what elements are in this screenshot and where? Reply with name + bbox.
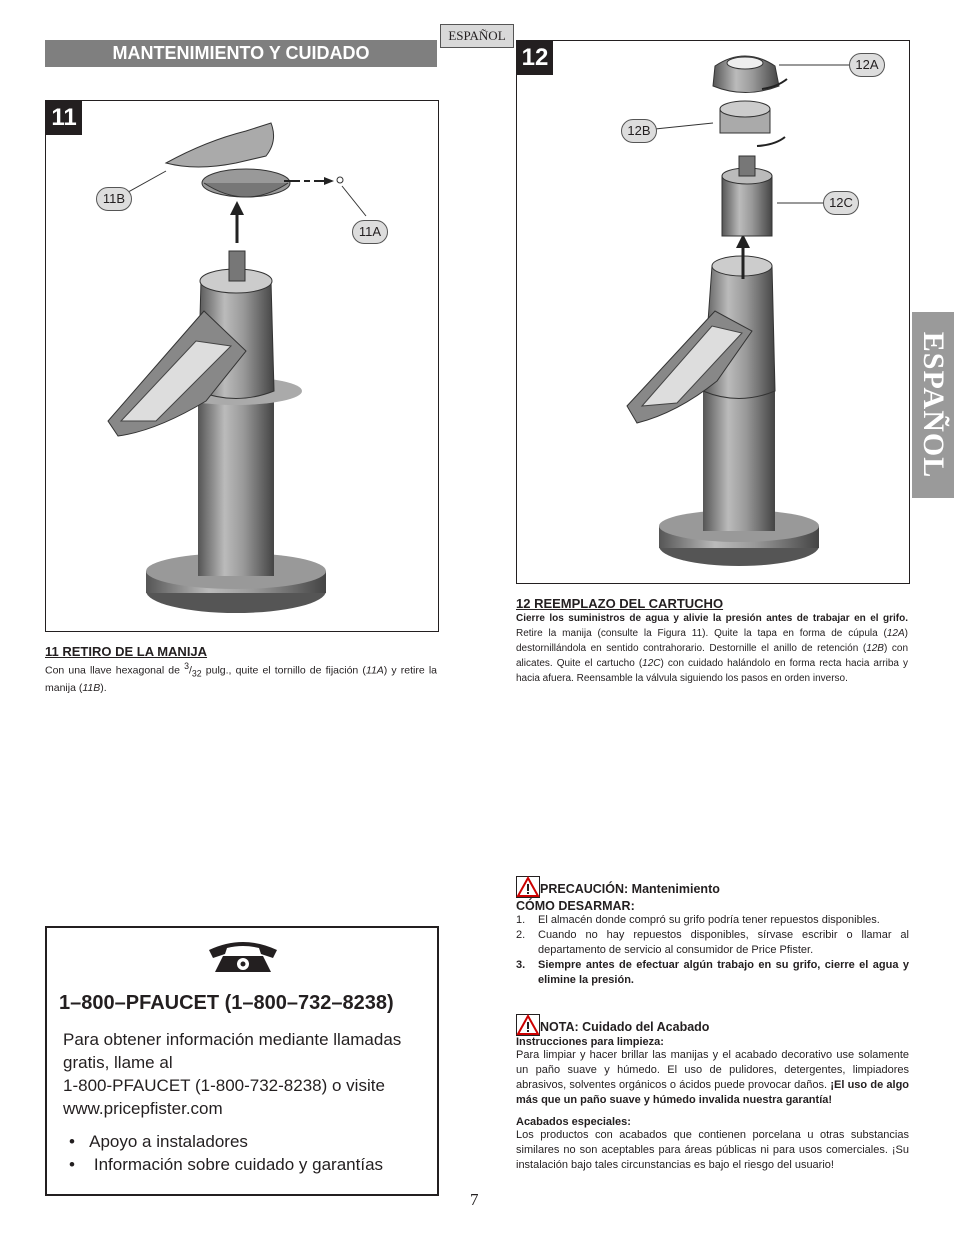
- figure-12-caption: [516, 596, 908, 686]
- figure-12: [516, 40, 910, 584]
- caution-title: PRECAUCIÓN: Mantenimiento: [540, 882, 720, 896]
- phone-info-box: [45, 926, 439, 1196]
- list-item: 3. Siempre antes de efectuar algún trabajo en su grifo, cierre el agua y elimine la presión.: [516, 959, 909, 986]
- note-title: NOTA: Cuidado del Acabado: [540, 1020, 710, 1034]
- phone-description: Para obtener información mediante llamadas gratis, llame al 1-800-PFAUCET (1-800-732-8238) o visite www.pricepfister.com: [63, 1030, 402, 1118]
- faucet-illustration-11: [46, 101, 438, 631]
- telephone-icon: [205, 938, 281, 974]
- figure-11-caption-title: 11 RETIRO DE LA MANIJA: [45, 644, 208, 659]
- bullet-item: • Información sobre cuidado y garantías: [69, 1155, 384, 1174]
- caution-list: [516, 913, 909, 988]
- language-tab: ESPAÑOL: [440, 24, 514, 48]
- note-subtitle-2: Acabados especiales:: [516, 1116, 631, 1128]
- callout-11B: 11B: [96, 187, 132, 211]
- note-text: Para limpiar y hacer brillar las manijas y el acabado decorativo use solamente un paño suave y húmedo. El uso de pulidores, detergentes, limpiadores abrasivos, solventes orgánicos o ácidos puede provocar daños. ¡El uso de algo más que un paño suave y húmedo invalida nuestra garantía!: [516, 1049, 910, 1106]
- note-text-2: Los productos con acabados que contienen porcelana u otras substancias similares no son aceptables para áreas públicas ni para usos comerciales. ¡Su instalación bajo tales circunstancias es bajo el riesgo del usuario!: [516, 1129, 909, 1171]
- phone-number: 1–800–PFAUCET (1–800–732–8238): [59, 992, 394, 1014]
- callout-12C: 12C: [823, 191, 859, 215]
- caution-subtitle: CÓMO DESARMAR:: [516, 899, 635, 913]
- list-item: 2. Cuando no hay repuestos disponibles, sírvase escribir o llamar al departamento de servicio al consumidor de Price Pfister.: [516, 929, 909, 956]
- callout-11A: 11A: [352, 220, 388, 244]
- note-subtitle: Instrucciones para limpieza:: [516, 1036, 664, 1048]
- warning-icon: [516, 1014, 540, 1036]
- phone-bullets: [69, 1130, 383, 1176]
- bullet-item: • Apoyo a instaladores: [69, 1132, 248, 1151]
- figure-12-number: 12: [517, 41, 553, 75]
- figure-12-caption-text: Cierre los suministros de agua y alivie la presión antes de trabajar en el grifo. Retire la manija (consulte la Figura 11). Quite la tapa en forma de cúpula (12A) destornillándola en sentido contrahorario. Destornille el anillo de retención (12B) con alicates. Quite el cartucho (12C) con cuidado halándolo en forma recta hacia arriba y hacia afuera. Reensamble la válvula siguiendo los pasos en orden inverso.: [516, 613, 909, 684]
- callout-12B: 12B: [621, 119, 657, 143]
- page-number: 7: [470, 1190, 479, 1209]
- faucet-illustration-12: [517, 41, 909, 583]
- figure-11-number: 11: [46, 101, 82, 135]
- figure-11: [45, 100, 439, 632]
- section-title: MANTENIMIENTO Y CUIDADO: [45, 40, 437, 67]
- warning-icon: [516, 876, 540, 898]
- side-tab-label: ESPAÑOL: [917, 331, 950, 479]
- figure-12-caption-title: 12 REEMPLAZO DEL CARTUCHO: [516, 596, 724, 611]
- callout-12A: 12A: [849, 53, 885, 77]
- list-item: 1. El almacén donde compró su grifo podría tener repuestos disponibles.: [516, 914, 880, 926]
- finish-care-note: [516, 1014, 909, 1173]
- figure-11-caption-text: Con una llave hexagonal de $^3/_{32}$ pulg., quite el tornillo de fijación (11A) y retire la manija (11B).: [45, 661, 437, 694]
- figure-11-caption: [45, 644, 437, 695]
- caution-note: [516, 876, 909, 988]
- side-language-tab: [912, 312, 954, 498]
